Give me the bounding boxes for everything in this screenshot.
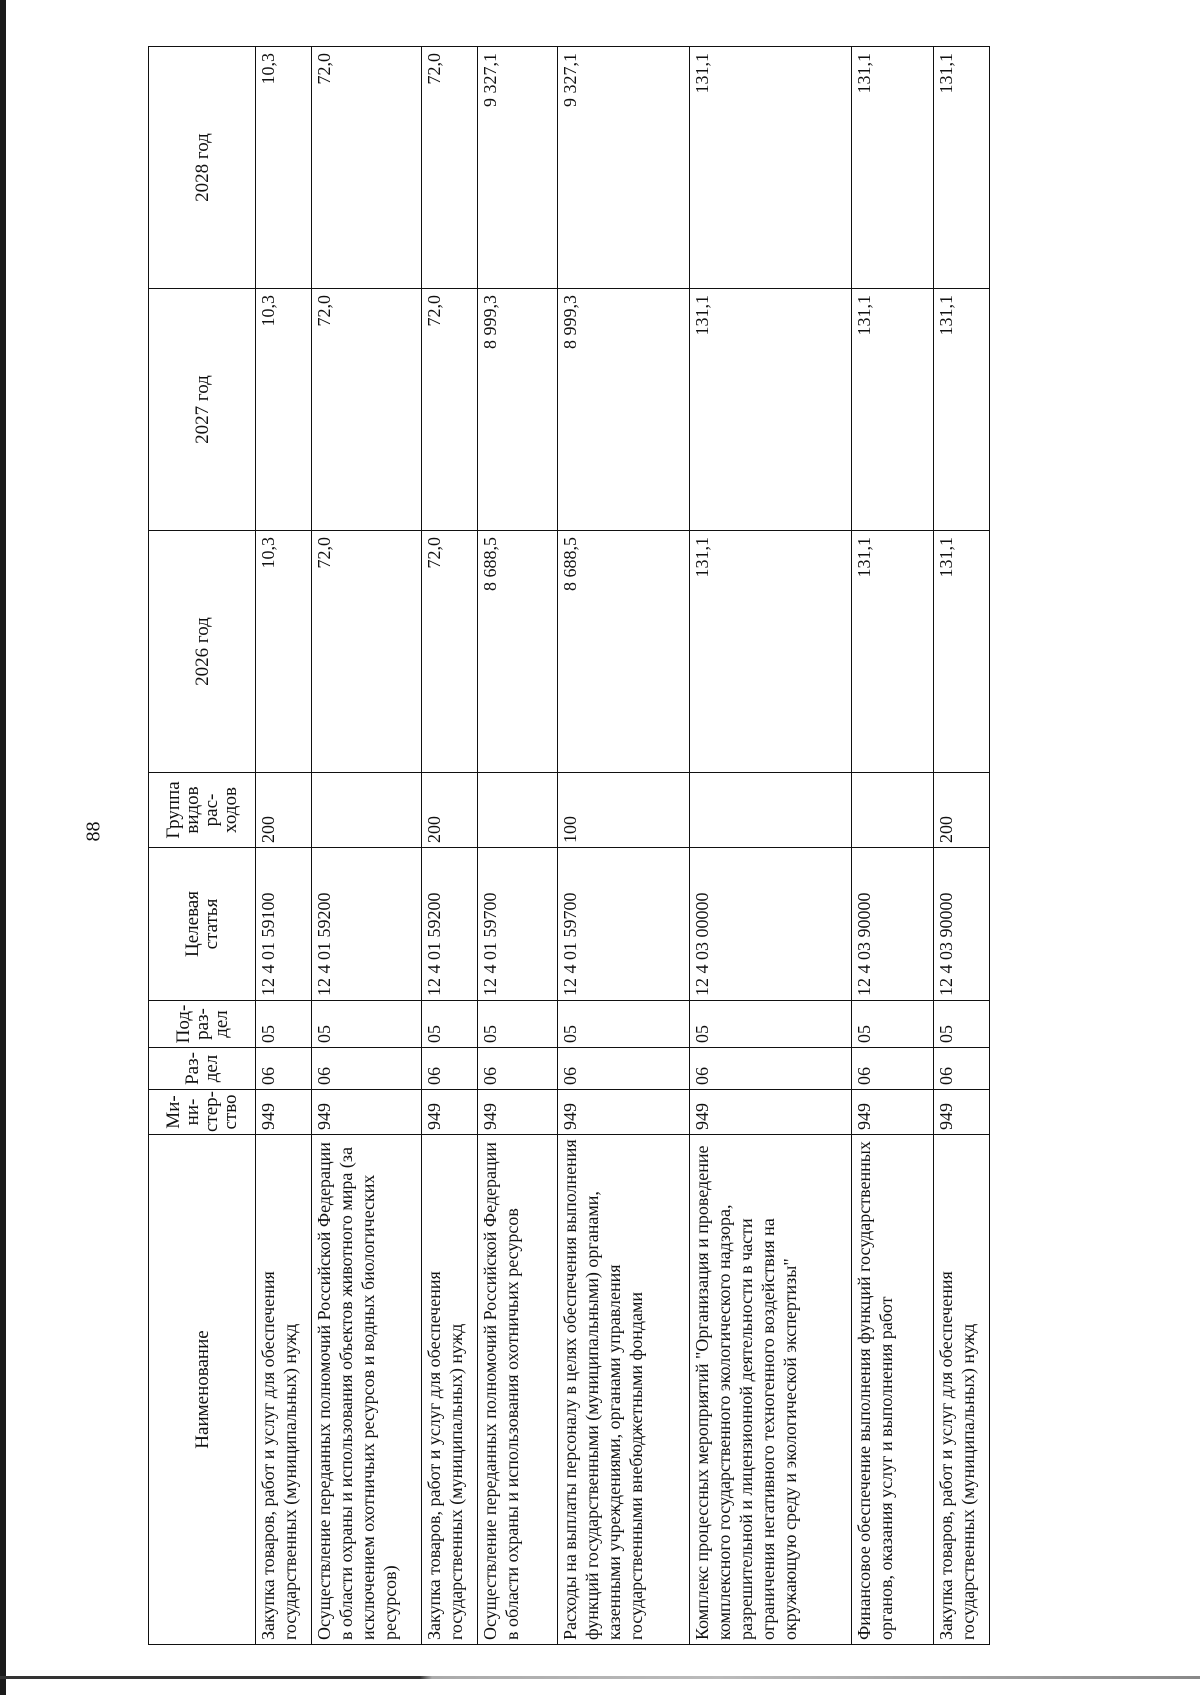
scan-edge: [0, 0, 6, 1695]
row-podrazdel: 05: [852, 1001, 934, 1048]
scan-edge: [0, 1676, 1200, 1679]
row-2026: 10,3: [256, 531, 312, 773]
row-razdel: 06: [558, 1048, 690, 1090]
row-name: Закупка товаров, работ и услуг для обеспечения государственных (муниципальных) нужд: [422, 1135, 478, 1645]
row-2026: 8 688,5: [558, 531, 690, 773]
header-name: Наименование: [149, 1135, 256, 1645]
row-podrazdel: 05: [934, 1001, 990, 1048]
row-ministry: 949: [256, 1090, 312, 1135]
header-ministry-line: стер-: [201, 1091, 222, 1132]
row-name: Осуществление переданных полномочий Российской Федерации в области охраны и использования объектов животного мира (за исключением охотничьих ресурсов и водных биологических ресурсов): [312, 1135, 422, 1645]
row-gruppa: 200: [934, 773, 990, 848]
row-2027: 72,0: [422, 289, 478, 531]
row-2028: 72,0: [422, 47, 478, 289]
header-2027: 2027 год: [149, 289, 256, 531]
row-celevaya: 12 4 01 59700: [478, 848, 558, 1001]
row-ministry: 949: [690, 1090, 852, 1135]
row-razdel: 06: [690, 1048, 852, 1090]
row-2026: 72,0: [422, 531, 478, 773]
row-name: Комплекс процессных мероприятий "Организация и проведение комплексного государственного экологического надзора, разрешительной и лицензионной деятельности в части ограничения негативного техногенного воздействия на окружающую среду и экологической экспертизы": [690, 1135, 852, 1645]
row-ministry: 949: [312, 1090, 422, 1135]
table-row: [478, 47, 558, 1645]
row-podrazdel: 05: [558, 1001, 690, 1048]
row-2027: 10,3: [256, 289, 312, 531]
row-ministry: 949: [558, 1090, 690, 1135]
row-ministry: 949: [934, 1090, 990, 1135]
header-ministry-line: ство: [220, 1094, 241, 1130]
row-razdel: 06: [934, 1048, 990, 1090]
header-podrazdel: [149, 1001, 256, 1048]
row-celevaya: 12 4 01 59700: [558, 848, 690, 1001]
header-gruppa: [149, 773, 256, 848]
row-2026: 131,1: [934, 531, 990, 773]
row-name: Закупка товаров, работ и услуг для обеспечения государственных (муниципальных) нужд: [256, 1135, 312, 1645]
header-ministry: [149, 1090, 256, 1135]
row-2027: 8 999,3: [558, 289, 690, 531]
row-gruppa: 200: [256, 773, 312, 848]
row-razdel: 06: [478, 1048, 558, 1090]
row-2028: 10,3: [256, 47, 312, 289]
row-2028: 9 327,1: [478, 47, 558, 289]
table-row: [422, 47, 478, 1645]
row-name: Закупка товаров, работ и услуг для обеспечения государственных (муниципальных) нужд: [934, 1135, 990, 1645]
header-podrazdel-line: дел: [210, 1010, 232, 1038]
header-razdel-line: Раз-: [182, 1052, 203, 1085]
row-celevaya: 12 4 03 90000: [852, 848, 934, 1001]
header-podrazdel-line: Под-: [172, 1004, 194, 1044]
row-name: Финансовое обеспечение выполнения функций государственных органов, оказания услуг и выполнения работ: [852, 1135, 934, 1645]
row-gruppa: 200: [422, 773, 478, 848]
row-gruppa: [852, 773, 934, 848]
header-gruppa-line: Группа: [163, 781, 184, 839]
header-celevaya: [149, 848, 256, 1001]
row-razdel: 06: [312, 1048, 422, 1090]
row-celevaya: 12 4 01 59100: [256, 848, 312, 1001]
row-gruppa: [478, 773, 558, 848]
row-2027: 131,1: [852, 289, 934, 531]
row-razdel: 06: [422, 1048, 478, 1090]
row-podrazdel: 05: [256, 1001, 312, 1048]
row-2026: 72,0: [312, 531, 422, 773]
row-ministry: 949: [422, 1090, 478, 1135]
table-row: [312, 47, 422, 1645]
row-celevaya: 12 4 01 59200: [422, 848, 478, 1001]
page-number: 88: [82, 821, 105, 842]
row-2026: 131,1: [852, 531, 934, 773]
row-2027: 131,1: [690, 289, 852, 531]
header-ministry-line: ни-: [182, 1098, 203, 1126]
row-name: Расходы на выплаты персоналу в целях обеспечения выполнения функций государственными (муниципальными) органами, казенными учреждениями, органами управления государственными внебюджетными фондами: [558, 1135, 690, 1645]
row-celevaya: 12 4 03 00000: [690, 848, 852, 1001]
header-podrazdel-line: раз-: [191, 1008, 213, 1040]
row-2028: 9 327,1: [558, 47, 690, 289]
row-2026: 131,1: [690, 531, 852, 773]
row-gruppa: [312, 773, 422, 848]
header-2026: 2026 год: [149, 531, 256, 773]
row-celevaya: 12 4 01 59200: [312, 848, 422, 1001]
header-gruppa-line: рас-: [201, 793, 222, 827]
row-2028: 131,1: [690, 47, 852, 289]
header-celevaya-line: статья: [201, 898, 222, 950]
header-2028: 2028 год: [149, 47, 256, 289]
table-row: [558, 47, 690, 1645]
table-row: [852, 47, 934, 1645]
row-2027: 131,1: [934, 289, 990, 531]
row-gruppa: 100: [558, 773, 690, 848]
table-header-row: [149, 47, 256, 1645]
table-row: [934, 47, 990, 1645]
row-2027: 8 999,3: [478, 289, 558, 531]
budget-table: [148, 46, 990, 1645]
row-2027: 72,0: [312, 289, 422, 531]
row-gruppa: [690, 773, 852, 848]
header-razdel-line: дел: [201, 1054, 222, 1083]
table-row: [690, 47, 852, 1645]
row-name: Осуществление переданных полномочий Российской Федерации в области охраны и использования охотничьих ресурсов: [478, 1135, 558, 1645]
row-razdel: 06: [256, 1048, 312, 1090]
row-podrazdel: 05: [422, 1001, 478, 1048]
header-gruppa-line: ходов: [220, 787, 241, 833]
row-2028: 131,1: [852, 47, 934, 289]
row-podrazdel: 05: [312, 1001, 422, 1048]
row-celevaya: 12 4 03 90000: [934, 848, 990, 1001]
row-podrazdel: 05: [690, 1001, 852, 1048]
row-razdel: 06: [852, 1048, 934, 1090]
row-ministry: 949: [478, 1090, 558, 1135]
row-2028: 131,1: [934, 47, 990, 289]
row-podrazdel: 05: [478, 1001, 558, 1048]
header-gruppa-line: видов: [182, 786, 203, 834]
header-razdel: [149, 1048, 256, 1090]
header-celevaya-line: Целевая: [182, 891, 203, 957]
header-ministry-line: Ми-: [163, 1095, 184, 1129]
row-ministry: 949: [852, 1090, 934, 1135]
row-2028: 72,0: [312, 47, 422, 289]
table-row: [256, 47, 312, 1645]
rotated-content: [148, 47, 1048, 1645]
row-2026: 8 688,5: [478, 531, 558, 773]
